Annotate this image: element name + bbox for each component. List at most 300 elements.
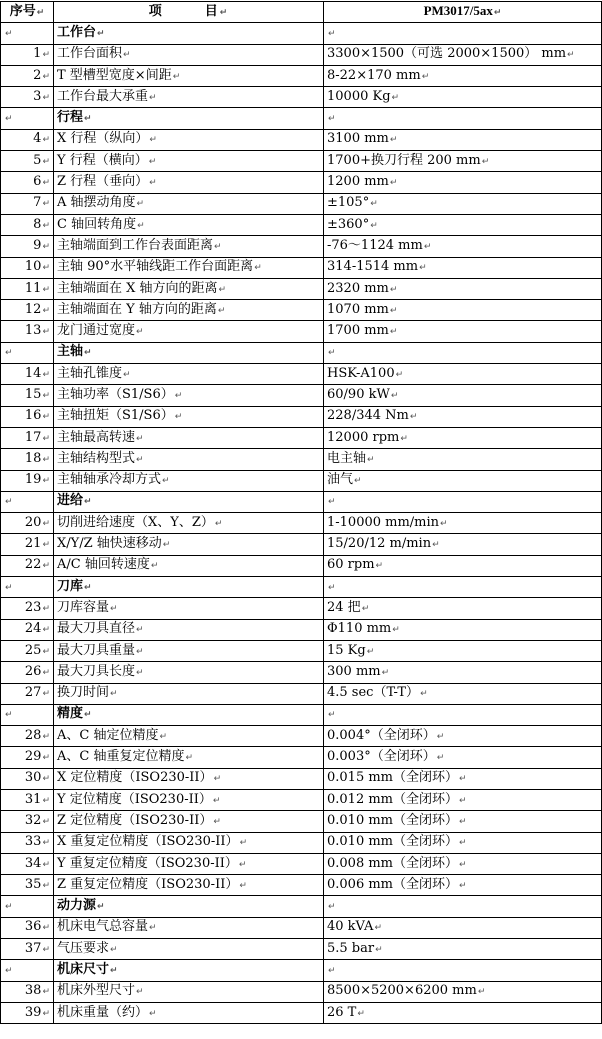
paragraph-mark-icon: ↵ [42,433,50,444]
paragraph-mark-icon: ↵ [370,199,378,210]
paragraph-mark-icon: ↵ [42,92,50,103]
paragraph-mark-icon: ↵ [42,263,50,274]
table-row [1,939,602,960]
table-row [1,662,602,683]
paragraph-mark-icon: ↵ [42,561,50,572]
row-item: 气压要求↵ [54,939,324,960]
row-num: 19↵ [1,470,54,491]
row-item: 主轴最高转速↵ [54,427,324,448]
row-value: 0.010 mm（全闭环）↵ [324,832,602,853]
section-row [1,960,602,981]
row-value: 10000 Kg↵ [324,87,602,108]
row-num: 17↵ [1,427,54,448]
row-num: 1↵ [1,44,54,65]
row-num: 35↵ [1,875,54,896]
paragraph-mark-icon: ↵ [136,454,144,465]
section-title: 动力源↵ [54,896,324,917]
paragraph-mark-icon: ↵ [110,603,118,614]
paragraph-mark-icon: ↵ [375,561,384,572]
row-value: 314-1514 mm↵ [324,257,602,278]
paragraph-mark-icon: ↵ [366,646,375,657]
section-title: 机床尺寸↵ [54,960,324,981]
paragraph-mark-icon: ↵ [42,774,50,785]
paragraph-mark-icon: ↵ [42,454,50,465]
paragraph-mark-icon: ↵ [42,1008,50,1019]
paragraph-mark-icon: ↵ [328,582,336,593]
paragraph-mark-icon: ↵ [218,284,227,295]
row-value: 228/344 Nm↵ [324,406,602,427]
paragraph-mark-icon: ↵ [42,199,50,210]
row-value: 3100 mm↵ [324,129,602,150]
section-value-cell [324,491,602,512]
paragraph-mark-icon: ↵ [42,646,50,657]
paragraph-mark-icon: ↵ [328,28,336,39]
table-row [1,427,602,448]
paragraph-mark-icon: ↵ [5,582,13,593]
row-value: 15/20/12 m/min↵ [324,534,602,555]
row-item: C 轴回转角度↵ [54,214,324,235]
paragraph-mark-icon: ↵ [238,859,247,870]
table-row [1,193,602,214]
row-item: 工作台最大承重↵ [54,87,324,108]
row-value: 8500×5200×6200 mm↵ [324,981,602,1002]
table-row [1,726,602,747]
paragraph-mark-icon: ↵ [42,50,50,61]
paragraph-mark-icon: ↵ [423,241,432,252]
paragraph-mark-icon: ↵ [84,582,92,593]
paragraph-mark-icon: ↵ [5,114,13,125]
paragraph-mark-icon: ↵ [436,731,445,742]
section-row [1,896,602,917]
row-item: 机床电气总容量↵ [54,917,324,938]
row-num: 28↵ [1,726,54,747]
table-row [1,257,602,278]
paragraph-mark-icon: ↵ [374,923,382,934]
row-num: 31↵ [1,789,54,810]
paragraph-mark-icon: ↵ [84,710,92,721]
paragraph-mark-icon: ↵ [136,327,144,338]
table-row [1,65,602,86]
paragraph-mark-icon: ↵ [375,944,383,955]
paragraph-mark-icon: ↵ [390,390,399,401]
paragraph-mark-icon: ↵ [389,305,398,316]
paragraph-mark-icon: ↵ [493,8,502,19]
section-num-cell [1,896,54,917]
paragraph-mark-icon: ↵ [389,178,398,189]
section-row [1,342,602,363]
paragraph-mark-icon: ↵ [42,412,50,423]
table-row [1,534,602,555]
row-value: 1200 mm↵ [324,172,602,193]
table-row [1,172,602,193]
paragraph-mark-icon: ↵ [239,838,248,849]
paragraph-mark-icon: ↵ [328,114,336,125]
paragraph-mark-icon: ↵ [137,220,145,231]
paragraph-mark-icon: ↵ [110,966,118,976]
row-num: 23↵ [1,598,54,619]
row-value: HSK-A100↵ [324,364,602,385]
section-value-cell [324,704,602,725]
table-row [1,364,602,385]
paragraph-mark-icon: ↵ [217,305,226,316]
table-row [1,768,602,789]
row-num: 2↵ [1,65,54,86]
paragraph-mark-icon: ↵ [148,156,157,167]
row-num: 24↵ [1,619,54,640]
row-item: 刀库容量↵ [54,598,324,619]
table-row [1,513,602,534]
row-value: 1-10000 mm/min↵ [324,513,602,534]
table-row [1,470,602,491]
header-row [1,2,602,23]
paragraph-mark-icon: ↵ [185,753,194,764]
paragraph-mark-icon: ↵ [42,816,50,827]
section-row [1,577,602,598]
section-num-cell [1,342,54,363]
paragraph-mark-icon: ↵ [42,540,50,551]
paragraph-mark-icon: ↵ [409,412,418,423]
section-num-cell [1,23,54,44]
paragraph-mark-icon: ↵ [328,710,336,721]
table-row [1,640,602,661]
row-item: 主轴功率（S1/S6）↵ [54,385,324,406]
section-row [1,23,602,44]
paragraph-mark-icon: ↵ [419,263,427,274]
section-num-cell [1,577,54,598]
paragraph-mark-icon: ↵ [136,646,144,657]
row-item: A/C 轴回转速度↵ [54,555,324,576]
header-value: PM3017/5ax↵ [324,2,602,23]
row-value: 12000 rpm↵ [324,427,602,448]
table-row [1,449,602,470]
row-value: 60/90 kW↵ [324,385,602,406]
row-item: Y 重复定位精度（ISO230-II）↵ [54,853,324,874]
row-num: 18↵ [1,449,54,470]
row-value: 8-22×170 mm↵ [324,65,602,86]
paragraph-mark-icon: ↵ [239,880,247,891]
paragraph-mark-icon: ↵ [42,923,50,934]
paragraph-mark-icon: ↵ [42,625,50,636]
row-num: 11↵ [1,278,54,299]
paragraph-mark-icon: ↵ [389,135,398,146]
paragraph-mark-icon: ↵ [42,859,50,870]
paragraph-mark-icon: ↵ [5,348,13,359]
paragraph-mark-icon: ↵ [395,369,404,380]
row-num: 14↵ [1,364,54,385]
row-item: A、C 轴定位精度↵ [54,726,324,747]
paragraph-mark-icon: ↵ [42,135,50,146]
spec-table [0,1,602,1024]
row-num: 32↵ [1,811,54,832]
row-num: 26↵ [1,662,54,683]
paragraph-mark-icon: ↵ [84,114,92,125]
row-value: 4.5 sec（T-T）↵ [324,683,602,704]
row-item: 换刀时间↵ [54,683,324,704]
paragraph-mark-icon: ↵ [440,518,448,529]
table-row [1,832,602,853]
paragraph-mark-icon: ↵ [97,902,105,913]
row-item: Y 定位精度（ISO230-II）↵ [54,789,324,810]
paragraph-mark-icon: ↵ [367,454,375,465]
row-num: 34↵ [1,853,54,874]
paragraph-mark-icon: ↵ [42,284,50,295]
paragraph-mark-icon: ↵ [123,369,131,380]
section-title: 工作台↵ [54,23,324,44]
row-value: 1700 mm↵ [324,321,602,342]
row-value: 0.004°（全闭环）↵ [324,726,602,747]
row-item: T 型槽型宽度×间距↵ [54,65,324,86]
row-item: 主轴端面在 Y 轴方向的距离↵ [54,300,324,321]
header-num: 序号↵ [1,2,54,23]
row-value: 电主轴↵ [324,449,602,470]
paragraph-mark-icon: ↵ [436,753,445,764]
paragraph-mark-icon: ↵ [136,987,144,998]
paragraph-mark-icon: ↵ [42,178,50,189]
paragraph-mark-icon: ↵ [328,348,336,359]
table-row [1,385,602,406]
paragraph-mark-icon: ↵ [370,220,378,231]
row-item: A 轴摆动角度↵ [54,193,324,214]
paragraph-mark-icon: ↵ [477,987,486,998]
row-value: 0.010 mm（全闭环）↵ [324,811,602,832]
paragraph-mark-icon: ↵ [174,390,183,401]
table-row [1,214,602,235]
paragraph-mark-icon: ↵ [42,327,50,338]
paragraph-mark-icon: ↵ [42,795,50,806]
row-num: 22↵ [1,555,54,576]
paragraph-mark-icon: ↵ [354,476,362,487]
table-row [1,853,602,874]
table-row [1,151,602,172]
paragraph-mark-icon: ↵ [42,603,50,614]
row-item: 最大刀具重量↵ [54,640,324,661]
table-row [1,129,602,150]
section-value-cell [324,960,602,981]
table-row [1,278,602,299]
section-title: 进给↵ [54,491,324,512]
section-title: 主轴↵ [54,342,324,363]
paragraph-mark-icon: ↵ [42,987,50,998]
paragraph-mark-icon: ↵ [432,540,440,551]
paragraph-mark-icon: ↵ [213,816,221,827]
paragraph-mark-icon: ↵ [5,28,13,39]
section-value-cell [324,896,602,917]
table-row [1,1002,602,1023]
paragraph-mark-icon: ↵ [459,859,467,870]
row-num: 12↵ [1,300,54,321]
row-num: 7↵ [1,193,54,214]
paragraph-mark-icon: ↵ [381,667,390,678]
row-value: 1700+换刀行程 200 mm↵ [324,151,602,172]
table-row [1,87,602,108]
paragraph-mark-icon: ↵ [42,518,50,529]
paragraph-mark-icon: ↵ [42,753,50,764]
row-value: 油气↵ [324,470,602,491]
paragraph-mark-icon: ↵ [42,241,50,252]
row-num: 13↵ [1,321,54,342]
row-num: 8↵ [1,214,54,235]
row-num: 20↵ [1,513,54,534]
paragraph-mark-icon: ↵ [174,412,183,423]
row-item: 主轴轴承冷却方式↵ [54,470,324,491]
paragraph-mark-icon: ↵ [400,433,408,444]
paragraph-mark-icon: ↵ [567,50,575,61]
row-num: 38↵ [1,981,54,1002]
row-item: Z 行程（垂向）↵ [54,172,324,193]
paragraph-mark-icon: ↵ [42,220,50,231]
paragraph-mark-icon: ↵ [36,7,45,18]
table-row [1,683,602,704]
section-num-cell [1,491,54,512]
paragraph-mark-icon: ↵ [389,284,398,295]
table-row [1,875,602,896]
paragraph-mark-icon: ↵ [213,774,222,785]
row-item: 主轴 90°水平轴线距工作台面距离↵ [54,257,324,278]
paragraph-mark-icon: ↵ [459,880,467,891]
row-num: 30↵ [1,768,54,789]
paragraph-mark-icon: ↵ [42,71,50,82]
paragraph-mark-icon: ↵ [150,561,159,572]
row-num: 39↵ [1,1002,54,1023]
row-num: 6↵ [1,172,54,193]
row-value: 5.5 bar↵ [324,939,602,960]
paragraph-mark-icon: ↵ [84,497,92,508]
paragraph-mark-icon: ↵ [42,689,50,700]
paragraph-mark-icon: ↵ [42,390,50,401]
paragraph-mark-icon: ↵ [459,838,467,849]
table-row [1,300,602,321]
row-item: 机床外型尺寸↵ [54,981,324,1002]
section-value-cell [324,23,602,44]
section-row [1,491,602,512]
paragraph-mark-icon: ↵ [459,774,467,785]
row-item: 工作台面积↵ [54,44,324,65]
paragraph-mark-icon: ↵ [389,327,398,338]
table-row [1,747,602,768]
row-item: A、C 轴重复定位精度↵ [54,747,324,768]
row-item: Y 行程（横向）↵ [54,151,324,172]
section-row [1,704,602,725]
paragraph-mark-icon: ↵ [214,241,222,252]
row-item: X 重复定位精度（ISO230-II）↵ [54,832,324,853]
paragraph-mark-icon: ↵ [42,667,50,678]
row-value: ±105°↵ [324,193,602,214]
paragraph-mark-icon: ↵ [149,923,157,934]
paragraph-mark-icon: ↵ [391,92,400,103]
paragraph-mark-icon: ↵ [42,944,50,955]
paragraph-mark-icon: ↵ [159,731,168,742]
row-num: 15↵ [1,385,54,406]
paragraph-mark-icon: ↵ [162,476,170,487]
spec-table-body [1,23,602,1024]
section-title: 行程↵ [54,108,324,129]
paragraph-mark-icon: ↵ [42,156,50,167]
paragraph-mark-icon: ↵ [5,902,13,913]
row-item: 主轴扭矩（S1/S6）↵ [54,406,324,427]
paragraph-mark-icon: ↵ [357,1008,365,1019]
paragraph-mark-icon: ↵ [214,518,223,529]
paragraph-mark-icon: ↵ [42,838,50,849]
row-item: 主轴结构型式↵ [54,449,324,470]
row-item: Z 定位精度（ISO230-II）↵ [54,811,324,832]
paragraph-mark-icon: ↵ [5,710,13,721]
paragraph-mark-icon: ↵ [42,731,50,742]
row-value: 3300×1500（可选 2000×1500） mm↵ [324,44,602,65]
paragraph-mark-icon: ↵ [42,476,50,487]
paragraph-mark-icon: ↵ [136,625,144,636]
table-row [1,321,602,342]
row-item: 最大刀具直径↵ [54,619,324,640]
row-value: 0.006 mm（全闭环）↵ [324,875,602,896]
paragraph-mark-icon: ↵ [136,667,144,678]
table-row [1,236,602,257]
section-title: 精度↵ [54,704,324,725]
paragraph-mark-icon: ↵ [149,178,157,189]
paragraph-mark-icon: ↵ [421,71,430,82]
row-num: 21↵ [1,534,54,555]
row-item: 主轴端面在 X 轴方向的距离↵ [54,278,324,299]
row-num: 9↵ [1,236,54,257]
row-num: 36↵ [1,917,54,938]
paragraph-mark-icon: ↵ [97,28,105,39]
paragraph-mark-icon: ↵ [136,433,144,444]
row-num: 33↵ [1,832,54,853]
paragraph-mark-icon: ↵ [5,497,13,508]
section-num-cell [1,108,54,129]
section-row [1,108,602,129]
paragraph-mark-icon: ↵ [212,795,221,806]
row-item: 主轴端面到工作台表面距离↵ [54,236,324,257]
table-row [1,598,602,619]
row-item: 龙门通过宽度↵ [54,321,324,342]
row-num: 3↵ [1,87,54,108]
paragraph-mark-icon: ↵ [392,625,400,636]
paragraph-mark-icon: ↵ [84,348,92,359]
paragraph-mark-icon: ↵ [149,135,157,146]
paragraph-mark-icon: ↵ [420,689,428,700]
section-num-cell [1,960,54,981]
paragraph-mark-icon: ↵ [328,902,336,913]
row-num: 37↵ [1,939,54,960]
row-value: 26 T↵ [324,1002,602,1023]
row-num: 25↵ [1,640,54,661]
paragraph-mark-icon: ↵ [149,1008,157,1019]
header-item: 项 目↵ [54,2,324,23]
paragraph-mark-icon: ↵ [5,966,13,976]
section-value-cell [324,577,602,598]
paragraph-mark-icon: ↵ [42,369,50,380]
row-item: 机床重量（约）↵ [54,1002,324,1023]
paragraph-mark-icon: ↵ [172,71,181,82]
section-value-cell [324,108,602,129]
paragraph-mark-icon: ↵ [361,603,370,614]
paragraph-mark-icon: ↵ [136,199,145,210]
paragraph-mark-icon: ↵ [123,50,131,61]
paragraph-mark-icon: ↵ [328,966,336,976]
paragraph-mark-icon: ↵ [459,795,467,806]
paragraph-mark-icon: ↵ [162,540,171,551]
row-value: 0.003°（全闭环）↵ [324,747,602,768]
row-num: 29↵ [1,747,54,768]
row-item: Z 重复定位精度（ISO230-II）↵ [54,875,324,896]
row-num: 10↵ [1,257,54,278]
row-value: Φ110 mm↵ [324,619,602,640]
row-value: 40 kVA↵ [324,917,602,938]
paragraph-mark-icon: ↵ [110,944,118,955]
row-value: 15 Kg↵ [324,640,602,661]
table-row [1,981,602,1002]
row-value: 24 把↵ [324,598,602,619]
